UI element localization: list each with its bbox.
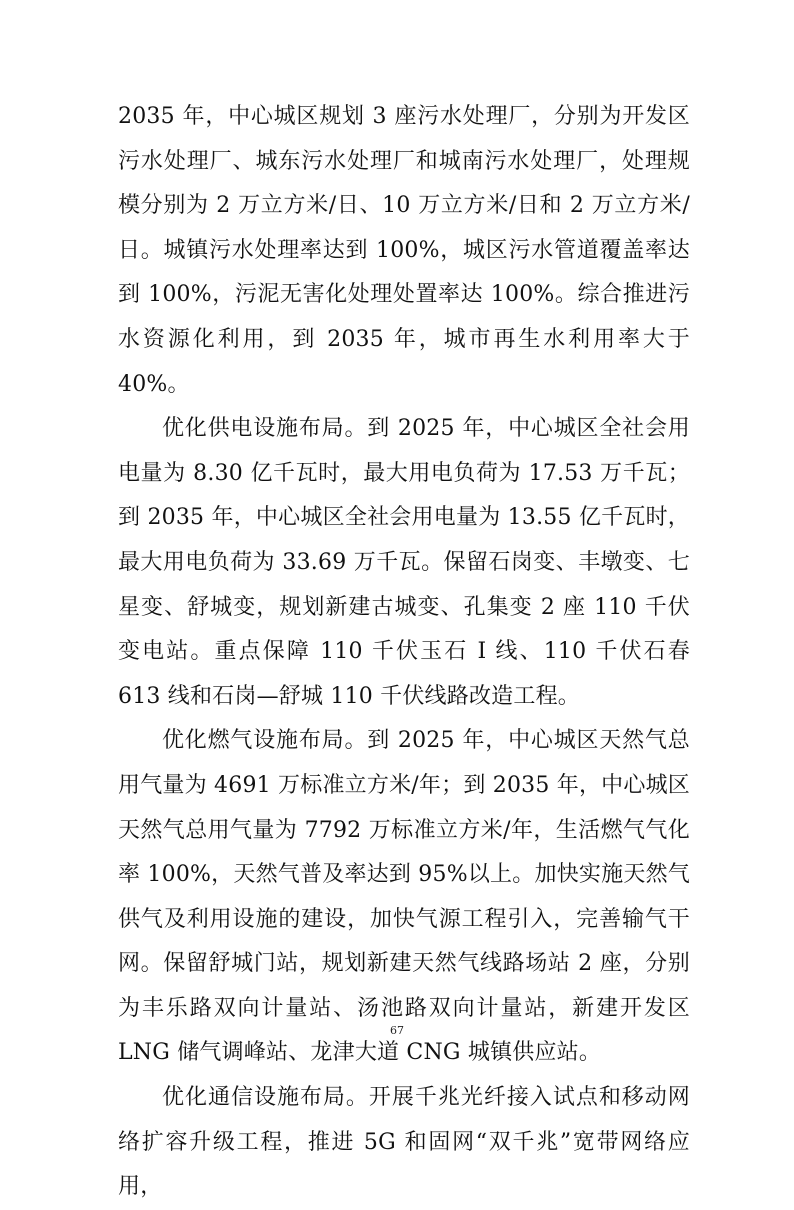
page-number: 67 <box>390 1024 404 1037</box>
paragraph-gas-supply: 优化燃气设施布局。到 2025 年，中心城区天然气总用气量为 4691 万标准立方米/年；到 2035 年，中心城区天然气总用气量为 7792 万标准立方米/年，生活燃气气化率 100%，天然气普及率达到 95%以上。加快实施天然气供气及利用设施的建设，加快气源工程引入，完善输气干网。保留舒城门站，规划新建天然气线路场站 2 座，分别为丰乐路双向计量站、汤池路双向计量站，新建开发区 LNG 储气调峰站、龙津大道 CNG 城镇供应站。 <box>118 728 690 1066</box>
paragraph-power-supply: 优化供电设施布局。到 2025 年，中心城区全社会用电量为 8.30 亿千瓦时，最大用电负荷为 17.53 万千瓦；到 2035 年，中心城区全社会用电量为 13.55 亿千瓦时，最大用电负荷为 33.69 万千瓦。保留石岗变、丰墩变、七星变、舒城变，规划新建古城变、孔集变 2 座 110 千伏变电站。重点保障 110 千伏玉石 I 线、110 千伏石春 613 线和石岗—舒城 110 千伏线路改造工程。 <box>118 416 690 709</box>
document-body <box>118 95 690 1210</box>
paragraph-sewage-treatment: 2035 年，中心城区规划 3 座污水处理厂，分别为开发区污水处理厂、城东污水处理厂和城南污水处理厂，处理规模分别为 2 万立方米/日、10 万立方米/日和 2 万立方米/日。城镇污水处理率达到 100%，城区污水管道覆盖率达到 100%，污泥无害化处理处置率达 100%。综合推进污水资源化利用，到 2035 年，城市再生水利用率大于 40%。 <box>118 104 690 397</box>
paragraph-communications: 优化通信设施布局。开展千兆光纤接入试点和移动网络扩容升级工程，推进 5G 和固网“双千兆”宽带网络应用， <box>118 1085 690 1200</box>
